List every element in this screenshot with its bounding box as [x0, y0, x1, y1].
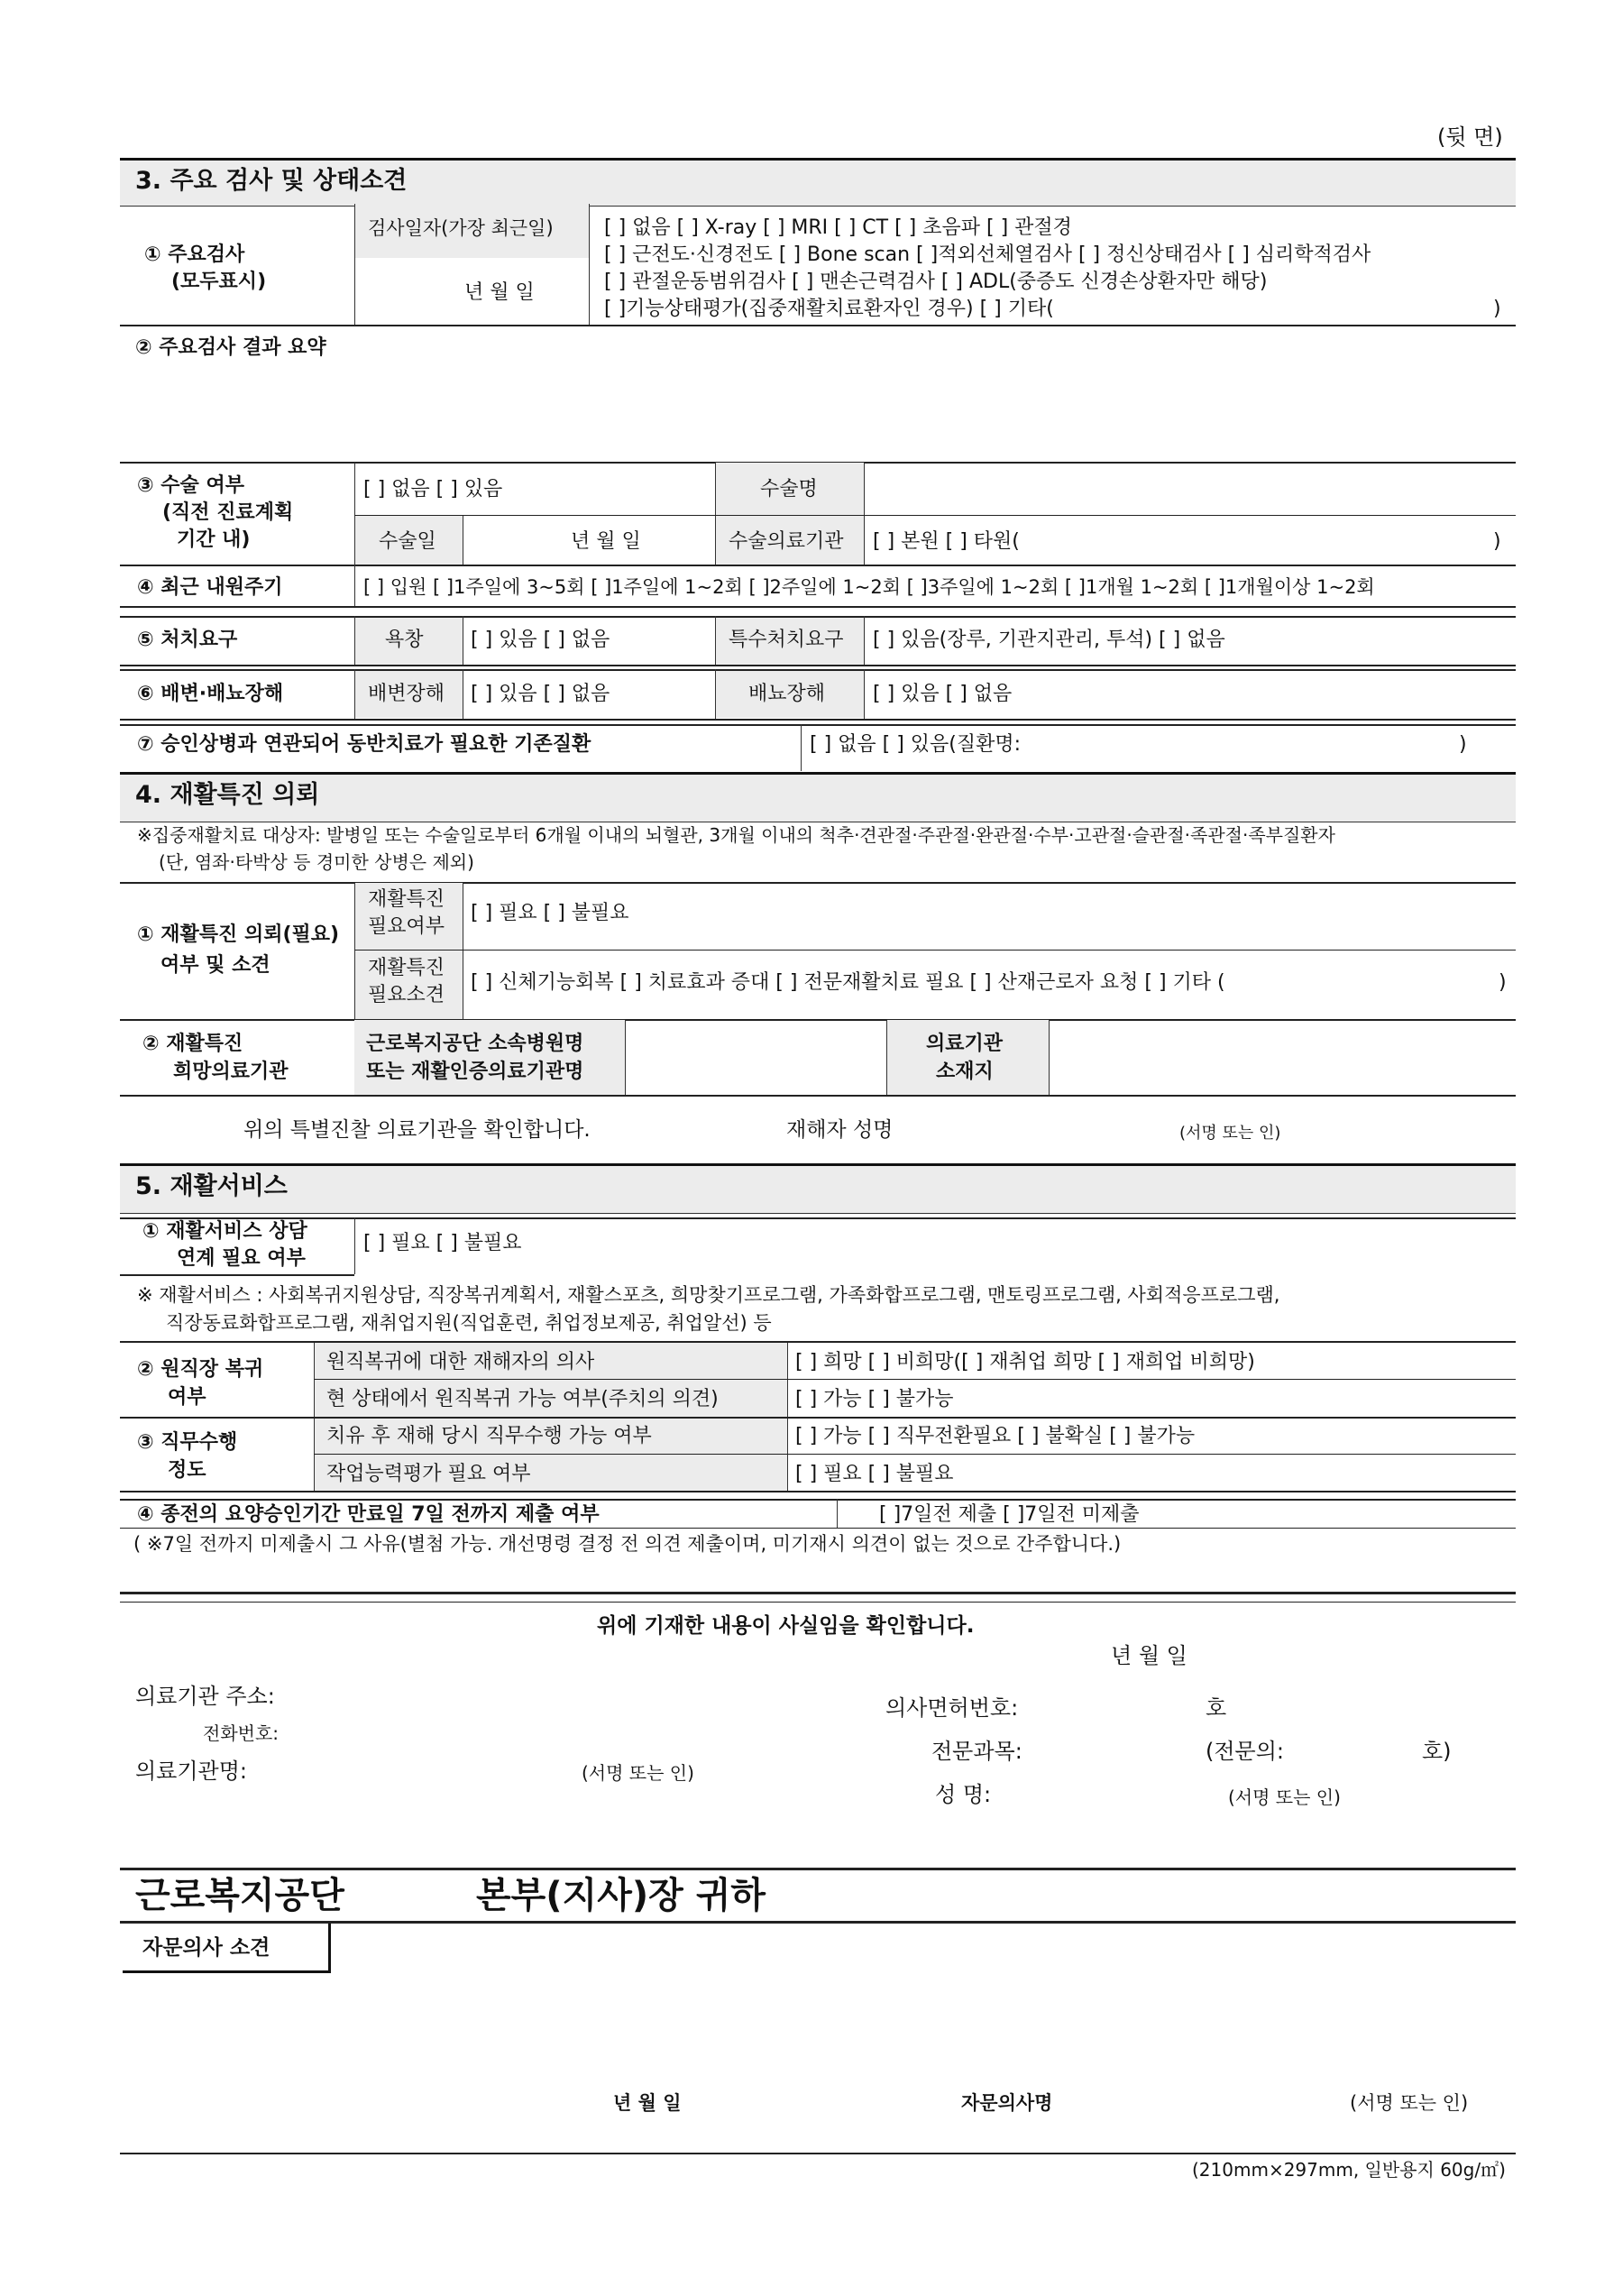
advisor-name-label: 자문의사명: [961, 2092, 1053, 2114]
footer-date[interactable]: 년 월 일: [1111, 1643, 1187, 1668]
surgery-name-label: 수술명: [760, 478, 818, 501]
rehab-service-label-2: 연계 필요 여부: [177, 1247, 306, 1270]
urine-options[interactable]: [ ] 있음 [ ] 없음: [873, 683, 1013, 705]
license-label: 의사면허번호:: [885, 1695, 1019, 1721]
surgery-inst-close: ): [1493, 530, 1501, 553]
inst-address-label: 의료기관 주소:: [135, 1684, 275, 1709]
doctor-sign[interactable]: (서명 또는 인): [1228, 1786, 1341, 1808]
job-label-1: ③ 직무수행: [137, 1431, 238, 1454]
rehab-service-note-1: ※ 재활서비스 : 사회복귀지원상담, 직장복귀계획서, 재활스포츠, 희망찾기프로그램, 가족화합프로그램, 맨토링프로그램, 사회적응프로그램,: [137, 1284, 1280, 1306]
hospital-location-label-cell: [886, 1020, 1049, 1096]
doctor-name-label: 성 명:: [935, 1782, 992, 1807]
return-question-1: 원직복귀에 대한 재해자의 의사: [326, 1351, 595, 1373]
job-answer-2[interactable]: [ ] 필요 [ ] 불필요: [795, 1463, 954, 1485]
return-answer-1[interactable]: [ ] 희망 [ ] 비희망([ ] 재취업 희망 [ ] 재희업 비희망): [795, 1351, 1255, 1373]
comorbidity-options[interactable]: [ ] 없음 [ ] 있음(질환명:: [810, 733, 1022, 756]
surgery-name-field[interactable]: [868, 465, 1508, 512]
hospital-location-label-1: 의료기관: [926, 1033, 1004, 1055]
hospital-name-label-2: 또는 재활인증의료기관명: [366, 1061, 584, 1083]
surgery-date-value[interactable]: 년 월 일: [571, 530, 641, 553]
exam-summary-label: ② 주요검사 결과 요약: [135, 336, 326, 359]
rehab-service-label-1: ① 재활서비스 상담: [142, 1220, 307, 1243]
section4-note-1: ※집중재활치료 대상자: 발병일 또는 수술일로부터 6개월 이내의 뇌혈관, 3개월 이내의 척추·견관절·주관절·완관절·수부·고관절·슬관절·족관절·족부질환자: [137, 824, 1335, 846]
exam-options-line4[interactable]: [ ]기능상태평가(집중재활치료환자인 경우) [ ] 기타(: [604, 298, 1054, 320]
addressee-title: 본부(지사)장 귀하: [476, 1875, 766, 1916]
exam-options-line3[interactable]: [ ] 관절운동범위검사 [ ] 맨손근력검사 [ ] ADL(중증도 신경손상환자만 해당): [604, 271, 1268, 293]
bedsore-label: 욕창: [385, 629, 424, 651]
section4-note-2: (단, 염좌·타박상 등 경미한 상병은 제외): [159, 851, 474, 873]
section5-header-bar: [120, 1163, 1516, 1214]
surgery-date-label: 수술일: [379, 530, 436, 553]
rehab-service-options[interactable]: [ ] 필요 [ ] 불필요: [363, 1232, 522, 1254]
submission-label: ④ 종전의 요양승인기간 만료일 7일 전까지 제출 여부: [137, 1503, 600, 1526]
care-label: ⑤ 처치요구: [137, 629, 238, 651]
exam-label-1: ① 주요검사: [144, 243, 245, 266]
hospital-name-label-1: 근로복지공단 소속병원명: [366, 1033, 584, 1055]
advisor-sign[interactable]: (서명 또는 인): [1350, 2092, 1469, 2114]
visit-options[interactable]: [ ] 입원 [ ]1주일에 3~5회 [ ]1주일에 1~2회 [ ]2주일에 1~2회 [ ]3주일에 1~2회 [ ]1개월 1~2회 [ ]1개월이상 1~2회: [363, 576, 1375, 598]
rehab-opinion-close: ): [1499, 971, 1507, 994]
special-label: 특수처치요구: [729, 629, 844, 651]
bowel-options[interactable]: [ ] 있음 [ ] 없음: [471, 683, 610, 705]
exam-summary-area[interactable]: [144, 365, 1497, 455]
submission-options[interactable]: [ ]7일전 제출 [ ]7일전 미제출: [879, 1503, 1140, 1526]
hospital-location-label-2: 소재지: [936, 1061, 994, 1083]
exam-label-2: (모두표시): [171, 271, 267, 293]
inst-sign[interactable]: (서명 또는 인): [582, 1762, 694, 1784]
rehab-request-label-1: ① 재활특진 의뢰(필요): [137, 923, 340, 946]
return-question-2: 현 상태에서 원직복귀 가능 여부(주치의 의견): [326, 1388, 719, 1410]
rehab-confirm-text: 위의 특별진찰 의료기관을 확인합니다.: [243, 1118, 591, 1142]
specialist-label: (전문의:: [1206, 1739, 1285, 1764]
surgery-inst-value[interactable]: [ ] 본원 [ ] 타원(: [873, 530, 1020, 553]
special-options[interactable]: [ ] 있음(장루, 기관지관리, 투석) [ ] 없음: [873, 629, 1225, 651]
victim-sign[interactable]: (서명 또는 인): [1179, 1124, 1281, 1143]
exam-options-line2[interactable]: [ ] 근전도·신경전도 [ ] Bone scan [ ]적외선체열검사 [ ] 정신상태검사 [ ] 심리학적검사: [604, 243, 1371, 266]
return-answer-2[interactable]: [ ] 가능 [ ] 불가능: [795, 1388, 954, 1410]
rehab-need-label-1: 재활특진: [368, 888, 445, 911]
addressee-org: 근로복지공단: [135, 1875, 344, 1916]
rehab-opinion-options[interactable]: [ ] 신체기능회복 [ ] 치료효과 증대 [ ] 전문재활치료 필요 [ ] 산재근로자 요청 [ ] 기타 (: [471, 971, 1225, 994]
job-label-2: 정도: [168, 1459, 206, 1482]
return-label-2: 여부: [168, 1386, 206, 1409]
comorbidity-close: ): [1459, 733, 1467, 756]
visit-label: ④ 최근 내원주기: [137, 576, 283, 599]
section4-header-bar: [120, 772, 1516, 822]
return-label-1: ② 원직장 복귀: [137, 1358, 264, 1381]
rehab-need-options[interactable]: [ ] 필요 [ ] 불필요: [471, 902, 629, 924]
submission-note: ( ※7일 전까지 미제출시 그 사유(별첨 가능. 개선명령 결정 전 의견 제출이며, 미기재시 의견이 없는 것으로 간주합니다.): [133, 1533, 1122, 1555]
section5-title: 5. 재활서비스: [135, 1172, 288, 1200]
bedsore-options[interactable]: [ ] 있음 [ ] 없음: [471, 629, 610, 651]
exam-date-label: 검사일자(가장 최근일): [368, 217, 554, 239]
excretion-label: ⑥ 배변·배뇨장해: [137, 683, 284, 705]
hospital-location-field[interactable]: [1053, 1022, 1513, 1094]
exam-other-close: ): [1493, 298, 1501, 320]
job-answer-1[interactable]: [ ] 가능 [ ] 직무전환필요 [ ] 불확실 [ ] 불가능: [795, 1425, 1196, 1447]
section3-title: 3. 주요 검사 및 상태소견: [135, 167, 408, 195]
hospital-name-label-cell: [354, 1020, 625, 1096]
specialty-label: 전문과목:: [931, 1739, 1022, 1764]
rehab-service-note-2: 직장동료화합프로그램, 재취업지원(직업훈련, 취업정보제공, 취업알선) 등: [166, 1312, 772, 1334]
section4-title: 4. 재활특진 의뢰: [135, 781, 320, 809]
rehab-opinion-label-1: 재활특진: [368, 957, 445, 979]
exam-options-line1[interactable]: [ ] 없음 [ ] X-ray [ ] MRI [ ] CT [ ] 초음파 [ ] 관절경: [604, 216, 1072, 239]
advisor-box-label: 자문의사 소견: [142, 1936, 270, 1960]
license-unit: 호: [1206, 1695, 1227, 1721]
bowel-label: 배변장해: [368, 683, 445, 705]
surgery-yn[interactable]: [ ] 없음 [ ] 있음: [363, 478, 503, 501]
paper-spec: (210mm×297mm, 일반용지 60g/㎡): [1192, 2159, 1506, 2181]
advisor-date[interactable]: 년 월 일: [613, 2092, 682, 2114]
inst-name-label: 의료기관명:: [135, 1759, 248, 1784]
exam-date-value: 년 월 일: [464, 281, 535, 304]
surgery-inst-label: 수술의료기관: [729, 530, 844, 553]
urine-label: 배뇨장해: [748, 683, 826, 705]
job-question-2: 작업능력평가 필요 여부: [326, 1463, 531, 1485]
surgery-label-1: ③ 수술 여부: [137, 474, 244, 497]
victim-name-label: 재해자 성명: [786, 1118, 894, 1142]
inst-phone-label: 전화번호:: [203, 1722, 280, 1744]
job-question-1: 치유 후 재해 당시 직무수행 가능 여부: [326, 1425, 652, 1447]
rehab-request-label-2: 여부 및 소견: [160, 954, 270, 977]
rehab-opinion-label-2: 필요소견: [368, 984, 445, 1006]
hospital-pref-label-1: ② 재활특진: [142, 1033, 243, 1055]
page-side-label: (뒷 면): [1437, 124, 1503, 150]
surgery-label-2: (직전 진료계획: [162, 501, 294, 524]
surgery-label-3: 기간 내): [177, 528, 251, 551]
comorbidity-label: ⑦ 승인상병과 연관되어 동반치료가 필요한 기존질환: [137, 733, 591, 756]
hospital-pref-label-2: 희망의료기관: [173, 1061, 289, 1083]
specialist-unit: 호): [1422, 1739, 1452, 1764]
hospital-name-field[interactable]: [629, 1022, 882, 1094]
footer-confirm: 위에 기재한 내용이 사실임을 확인합니다.: [597, 1614, 975, 1638]
rehab-need-label-2: 필요여부: [368, 915, 445, 938]
advisor-opinion-area[interactable]: [144, 1984, 1497, 2083]
